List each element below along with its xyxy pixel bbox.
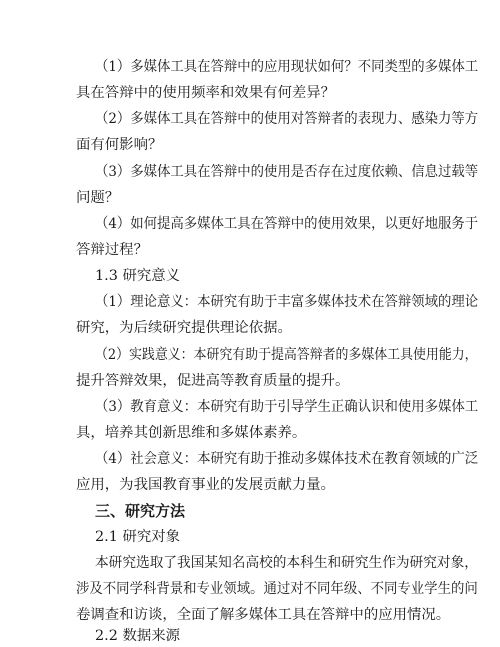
significance-1-line-2: 研究，为后续研究提供理论依据。	[76, 320, 292, 336]
question-2-line-2: 面有何影响？	[76, 137, 163, 153]
research-subjects-line-1: 本研究选取了我国某知名高校的本科生和研究生作为研究对象，	[95, 555, 478, 571]
question-2-line-1: （2）多媒体工具在答辩中的使用对答辩者的表现力、感染力等方	[95, 111, 479, 127]
chapter-3-heading: 三、研究方法	[95, 502, 186, 520]
question-3-line-1: （3）多媒体工具在答辩中的使用是否存在过度依赖、信息过载等	[95, 164, 479, 180]
research-subjects-line-3: 卷调查和访谈，全面了解多媒体工具在答辩中的应用情况。	[76, 607, 451, 623]
significance-2-line-2: 提升答辩效果，促进高等教育质量的提升。	[76, 373, 350, 389]
question-3-line-2: 问题？	[76, 190, 120, 206]
question-1-line-1: （1）多媒体工具在答辩中的应用现状如何？不同类型的多媒体工	[95, 59, 479, 75]
significance-3-line-2: 具，培养其创新思维和多媒体素养。	[76, 425, 307, 441]
question-4-line-1: （4）如何提高多媒体工具在答辩中的使用效果，以更好地服务于	[95, 216, 479, 232]
research-subjects-line-2: 涉及不同学科背景和专业领域。通过对不同年级、不同专业学生的问	[76, 581, 478, 597]
question-1-line-2: 具在答辩中的使用频率和效果有何差异？	[76, 85, 336, 101]
significance-4-line-1: （4）社会意义：本研究有助于推动多媒体技术在教育领域的广泛	[95, 451, 479, 467]
section-1-3-heading: 1.3 研究意义	[95, 268, 181, 284]
significance-1-line-1: （1）理论意义：本研究有助于丰富多媒体技术在答辩领域的理论	[95, 294, 479, 310]
significance-2-line-1: （2）实践意义：本研究有助于提高答辩者的多媒体工具使用能力，	[95, 347, 478, 363]
significance-4-line-2: 应用，为我国教育事业的发展贡献力量。	[76, 477, 336, 493]
section-2-2-heading: 2.2 数据来源	[95, 628, 181, 644]
question-4-line-2: 答辩过程？	[76, 242, 148, 258]
significance-3-line-1: （3）教育意义：本研究有助于引导学生正确认识和使用多媒体工	[95, 399, 479, 415]
section-2-1-heading: 2.1 研究对象	[95, 529, 181, 545]
